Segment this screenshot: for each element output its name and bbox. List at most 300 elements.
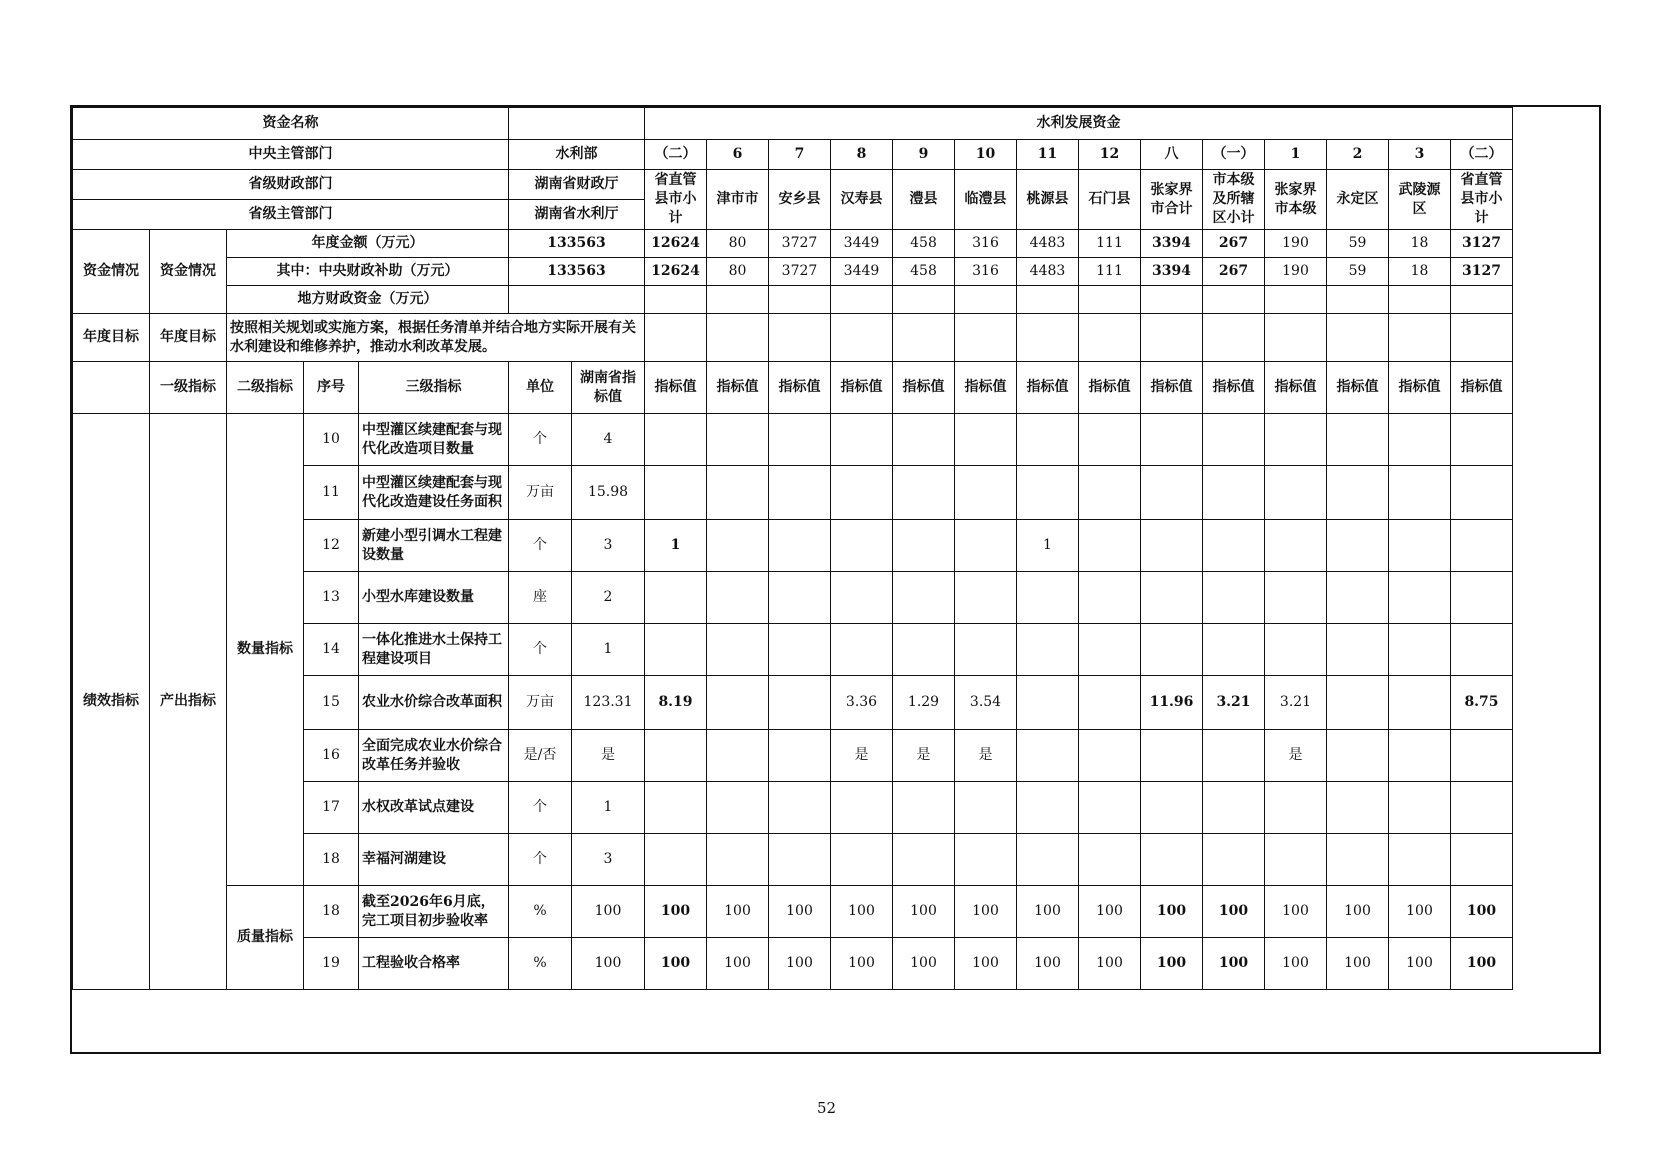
indicator-value-header: 指标值 <box>769 362 831 414</box>
indicator-value-cell: 100 <box>1141 938 1203 990</box>
indicator-value-cell: 100 <box>955 886 1017 938</box>
indicator-header-blank <box>73 362 150 414</box>
indicator-value-cell <box>1141 466 1203 520</box>
indicator-value-cell: 100 <box>769 886 831 938</box>
province-value-cell: 100 <box>572 886 645 938</box>
goal-region-cell <box>1203 314 1265 362</box>
annual-amount-cell: 3394 <box>1141 230 1203 258</box>
region-name-cell: 桃源县 <box>1017 170 1079 230</box>
region-no-cell: 8 <box>831 140 893 170</box>
quality-indicator-label: 质量指标 <box>227 886 304 990</box>
region-name-cell: 临澧县 <box>955 170 1017 230</box>
goal-region-cell <box>1141 314 1203 362</box>
unit-cell: 是/否 <box>509 730 572 782</box>
local-fund-cell <box>769 286 831 314</box>
region-no-cell: 9 <box>893 140 955 170</box>
indicator-value-cell <box>1265 782 1327 834</box>
level3-indicator-name: 小型水库建设数量 <box>359 572 509 624</box>
province-value-cell: 4 <box>572 414 645 466</box>
indicator-value-cell <box>645 834 707 886</box>
indicator-value-cell <box>1265 520 1327 572</box>
local-fund-cell <box>1079 286 1141 314</box>
indicator-value-cell: 1.29 <box>893 676 955 730</box>
unit-cell: 个 <box>509 624 572 676</box>
indicator-value-cell: 3.54 <box>955 676 1017 730</box>
region-no-cell: 八 <box>1141 140 1203 170</box>
indicator-value-cell <box>1389 520 1451 572</box>
region-name-cell: 安乡县 <box>769 170 831 230</box>
seq-cell: 18 <box>304 834 359 886</box>
indicator-value-header: 指标值 <box>1203 362 1265 414</box>
prov-dept: 湖南省水利厅 <box>509 200 645 230</box>
central-dept-row <box>73 140 1513 170</box>
indicator-value-cell: 是 <box>1265 730 1327 782</box>
annual-amount-cell: 59 <box>1327 230 1389 258</box>
seq-header: 序号 <box>304 362 359 414</box>
fund-name-blank <box>509 108 645 140</box>
region-no-cell: 2 <box>1327 140 1389 170</box>
indicator-value-cell: 100 <box>1265 886 1327 938</box>
indicator-value-cell <box>707 834 769 886</box>
annual-amount-cell: 18 <box>1389 230 1451 258</box>
region-name-cell: 汉寿县 <box>831 170 893 230</box>
indicator-value-cell <box>1079 834 1141 886</box>
goal-region-cell <box>1327 314 1389 362</box>
province-value-cell: 3 <box>572 834 645 886</box>
central-subsidy-total: 133563 <box>509 258 645 286</box>
indicator-value-cell <box>955 466 1017 520</box>
indicator-value-cell <box>831 782 893 834</box>
indicator-value-cell: 100 <box>893 886 955 938</box>
indicator-value-cell <box>955 572 1017 624</box>
indicator-value-cell <box>769 782 831 834</box>
indicator-value-cell <box>1203 834 1265 886</box>
annual-amount-cell: 190 <box>1265 230 1327 258</box>
indicator-value-cell <box>1327 676 1389 730</box>
indicator-value-cell: 11.96 <box>1141 676 1203 730</box>
unit-cell: % <box>509 938 572 990</box>
indicator-value-cell <box>1203 782 1265 834</box>
indicator-value-cell <box>769 624 831 676</box>
quantity-indicator-label: 数量指标 <box>227 414 304 886</box>
indicator-value-cell: 100 <box>1389 886 1451 938</box>
indicator-value-cell <box>1017 466 1079 520</box>
region-name-cell: 石门县 <box>1079 170 1141 230</box>
indicator-value-cell <box>1079 730 1141 782</box>
indicator-value-cell: 100 <box>769 938 831 990</box>
indicator-value-cell <box>1265 414 1327 466</box>
indicator-header-row <box>73 362 1513 414</box>
indicator-value-cell <box>1451 414 1513 466</box>
indicator-value-cell <box>1451 520 1513 572</box>
local-fund-cell <box>707 286 769 314</box>
indicator-value-cell <box>645 414 707 466</box>
local-fund-total <box>509 286 645 314</box>
seq-cell: 16 <box>304 730 359 782</box>
indicator-value-cell <box>1389 572 1451 624</box>
indicator-value-cell <box>707 414 769 466</box>
indicator-value-cell <box>1017 572 1079 624</box>
region-no-cell: 1 <box>1265 140 1327 170</box>
indicator-value-cell: 1 <box>645 520 707 572</box>
indicator-row <box>73 886 1513 938</box>
level3-indicator-name: 一体化推进水土保持工程建设项目 <box>359 624 509 676</box>
indicator-value-cell <box>893 414 955 466</box>
central-subsidy-cell: 80 <box>707 258 769 286</box>
indicator-value-cell <box>955 782 1017 834</box>
level3-indicator-name: 中型灌区续建配套与现代化改造建设任务面积 <box>359 466 509 520</box>
unit-cell: % <box>509 886 572 938</box>
annual-goal-sub-label: 年度目标 <box>150 314 227 362</box>
annual-amount-cell: 80 <box>707 230 769 258</box>
indicator-value-cell <box>1327 414 1389 466</box>
seq-cell: 17 <box>304 782 359 834</box>
indicator-value-cell <box>955 520 1017 572</box>
level3-indicator-name: 农业水价综合改革面积 <box>359 676 509 730</box>
region-name-cell: 澧县 <box>893 170 955 230</box>
indicator-value-cell <box>893 572 955 624</box>
province-value-cell: 15.98 <box>572 466 645 520</box>
indicator-value-header: 指标值 <box>1017 362 1079 414</box>
indicator-value-cell: 100 <box>831 938 893 990</box>
indicator-value-cell <box>645 624 707 676</box>
central-subsidy-cell: 18 <box>1389 258 1451 286</box>
indicator-value-cell <box>707 676 769 730</box>
indicator-value-cell <box>1327 782 1389 834</box>
indicator-value-cell: 100 <box>893 938 955 990</box>
indicator-value-header: 指标值 <box>1141 362 1203 414</box>
indicator-value-cell: 100 <box>1017 886 1079 938</box>
indicator-value-cell: 100 <box>645 886 707 938</box>
indicator-value-cell <box>1451 782 1513 834</box>
goal-region-cell <box>1017 314 1079 362</box>
output-indicator-label: 产出指标 <box>150 414 227 990</box>
indicator-value-cell <box>645 572 707 624</box>
indicator-value-cell <box>1451 466 1513 520</box>
province-value-header: 湖南省指标值 <box>572 362 645 414</box>
funding-sub-label: 资金情况 <box>150 230 227 314</box>
unit-cell: 个 <box>509 414 572 466</box>
indicator-value-cell <box>1079 676 1141 730</box>
indicator-value-cell <box>1203 466 1265 520</box>
annual-amount-cell: 3449 <box>831 230 893 258</box>
region-no-cell: 6 <box>707 140 769 170</box>
unit-cell: 座 <box>509 572 572 624</box>
goal-region-cell <box>1079 314 1141 362</box>
indicator-value-cell <box>769 414 831 466</box>
unit-cell: 个 <box>509 782 572 834</box>
indicator-value-cell <box>645 466 707 520</box>
indicator-value-cell <box>1451 834 1513 886</box>
indicator-value-header: 指标值 <box>1265 362 1327 414</box>
indicator-value-cell <box>1451 730 1513 782</box>
indicator-value-cell: 100 <box>1327 886 1389 938</box>
indicator-value-cell: 是 <box>893 730 955 782</box>
indicator-value-cell: 100 <box>1451 886 1513 938</box>
local-fund-cell <box>831 286 893 314</box>
indicator-value-cell <box>1017 730 1079 782</box>
indicator-value-header: 指标值 <box>1451 362 1513 414</box>
indicator-value-cell <box>1079 572 1141 624</box>
indicator-value-cell <box>1203 624 1265 676</box>
annual-goal-label: 年度目标 <box>73 314 150 362</box>
annual-amount-cell: 12624 <box>645 230 707 258</box>
indicator-value-cell <box>831 466 893 520</box>
indicator-value-cell <box>1141 624 1203 676</box>
indicator-value-cell <box>1203 572 1265 624</box>
annual-amount-cell: 3127 <box>1451 230 1513 258</box>
indicator-value-cell <box>1141 572 1203 624</box>
indicator-value-cell <box>1017 624 1079 676</box>
indicator-value-cell <box>769 834 831 886</box>
central-subsidy-cell: 4483 <box>1017 258 1079 286</box>
indicator-value-cell: 100 <box>1265 938 1327 990</box>
region-no-cell: 10 <box>955 140 1017 170</box>
indicator-value-cell <box>1265 624 1327 676</box>
indicator-value-cell <box>831 572 893 624</box>
indicator-value-cell: 3.21 <box>1203 676 1265 730</box>
annual-amount-cell: 3727 <box>769 230 831 258</box>
indicator-value-cell: 100 <box>1079 886 1141 938</box>
performance-target-table <box>72 107 1513 990</box>
indicator-value-cell: 3.21 <box>1265 676 1327 730</box>
region-name-cell: 市本级及所辖区小计 <box>1203 170 1265 230</box>
goal-region-cell <box>831 314 893 362</box>
region-no-cell: 3 <box>1389 140 1451 170</box>
seq-cell: 13 <box>304 572 359 624</box>
indicator-value-cell <box>955 834 1017 886</box>
central-subsidy-cell: 12624 <box>645 258 707 286</box>
region-name-cell: 武陵源区 <box>1389 170 1451 230</box>
local-fund-cell <box>1327 286 1389 314</box>
indicator-value-cell: 100 <box>707 938 769 990</box>
central-subsidy-label: 其中：中央财政补助（万元） <box>227 258 509 286</box>
indicator-value-cell <box>831 834 893 886</box>
performance-target-table-container <box>72 107 1513 990</box>
level2-indicator-header: 二级指标 <box>227 362 304 414</box>
indicator-value-cell <box>1265 572 1327 624</box>
level3-indicator-name: 水权改革试点建设 <box>359 782 509 834</box>
indicator-value-cell <box>893 834 955 886</box>
indicator-value-cell <box>707 730 769 782</box>
unit-header: 单位 <box>509 362 572 414</box>
indicator-value-cell <box>1327 624 1389 676</box>
unit-cell: 万亩 <box>509 676 572 730</box>
central-subsidy-cell: 3449 <box>831 258 893 286</box>
seq-cell: 18 <box>304 886 359 938</box>
indicator-value-cell: 100 <box>1079 938 1141 990</box>
local-fund-cell <box>1389 286 1451 314</box>
indicator-value-header: 指标值 <box>1327 362 1389 414</box>
indicator-value-header: 指标值 <box>707 362 769 414</box>
indicator-value-cell <box>893 782 955 834</box>
unit-cell: 万亩 <box>509 466 572 520</box>
indicator-value-cell <box>769 466 831 520</box>
indicator-value-cell <box>707 782 769 834</box>
prov-finance: 湖南省财政厅 <box>509 170 645 200</box>
indicator-value-cell: 100 <box>1389 938 1451 990</box>
annual-amount-cell: 267 <box>1203 230 1265 258</box>
indicator-value-cell: 100 <box>1017 938 1079 990</box>
indicator-value-cell <box>1079 520 1141 572</box>
local-fund-row <box>73 286 1513 314</box>
local-fund-cell <box>1451 286 1513 314</box>
indicator-value-cell <box>769 730 831 782</box>
annual-amount-cell: 316 <box>955 230 1017 258</box>
goal-region-cell <box>707 314 769 362</box>
annual-amount-row <box>73 230 1513 258</box>
indicator-value-cell <box>769 520 831 572</box>
level1-indicator-header: 一级指标 <box>150 362 227 414</box>
indicator-value-cell <box>1327 730 1389 782</box>
indicator-value-cell <box>831 414 893 466</box>
indicator-value-cell <box>769 572 831 624</box>
indicator-value-header: 指标值 <box>1079 362 1141 414</box>
province-value-cell: 100 <box>572 938 645 990</box>
indicator-value-cell <box>1141 520 1203 572</box>
local-fund-label: 地方财政资金（万元） <box>227 286 509 314</box>
indicator-value-cell <box>893 520 955 572</box>
central-subsidy-cell: 3394 <box>1141 258 1203 286</box>
indicator-value-cell <box>1203 730 1265 782</box>
indicator-value-cell: 100 <box>955 938 1017 990</box>
indicator-value-cell: 100 <box>1203 938 1265 990</box>
indicator-value-cell <box>1079 782 1141 834</box>
indicator-value-cell <box>1017 782 1079 834</box>
province-value-cell: 3 <box>572 520 645 572</box>
region-name-cell: 省直管县市小计 <box>645 170 707 230</box>
indicator-value-cell <box>1079 414 1141 466</box>
indicator-value-cell <box>707 572 769 624</box>
central-dept-label: 中央主管部门 <box>73 140 509 170</box>
indicator-value-cell <box>707 624 769 676</box>
page-number: 52 <box>816 1099 837 1117</box>
goal-region-cell <box>645 314 707 362</box>
indicator-value-cell <box>1203 414 1265 466</box>
indicator-value-cell <box>645 782 707 834</box>
indicator-value-cell <box>1327 520 1389 572</box>
indicator-value-cell <box>1017 676 1079 730</box>
level3-indicator-name: 工程验收合格率 <box>359 938 509 990</box>
region-name-cell: 省直管县市小计 <box>1451 170 1513 230</box>
local-fund-cell <box>645 286 707 314</box>
fund-name: 水利发展资金 <box>645 108 1513 140</box>
indicator-value-cell <box>1203 520 1265 572</box>
goal-region-cell <box>1389 314 1451 362</box>
funding-section-label: 资金情况 <box>73 230 150 314</box>
annual-goal-text: 按照相关规划或实施方案，根据任务清单并结合地方实际开展有关水利建设和维修养护，推动水利改革发展。 <box>227 314 645 362</box>
indicator-value-cell <box>1389 730 1451 782</box>
indicator-value-header: 指标值 <box>1389 362 1451 414</box>
annual-amount-cell: 111 <box>1079 230 1141 258</box>
unit-cell: 个 <box>509 834 572 886</box>
prov-finance-row <box>73 170 1513 200</box>
table-body <box>73 108 1513 990</box>
region-name-cell: 张家界市合计 <box>1141 170 1203 230</box>
local-fund-cell <box>1141 286 1203 314</box>
level3-indicator-header: 三级指标 <box>359 362 509 414</box>
province-value-cell: 2 <box>572 572 645 624</box>
province-value-cell: 1 <box>572 782 645 834</box>
region-no-cell: 11 <box>1017 140 1079 170</box>
province-value-cell: 1 <box>572 624 645 676</box>
indicator-value-cell: 100 <box>1141 886 1203 938</box>
local-fund-cell <box>1203 286 1265 314</box>
indicator-value-cell <box>831 520 893 572</box>
indicator-value-cell <box>645 730 707 782</box>
goal-region-cell <box>1451 314 1513 362</box>
unit-cell: 个 <box>509 520 572 572</box>
central-subsidy-cell: 59 <box>1327 258 1389 286</box>
region-name-cell: 永定区 <box>1327 170 1389 230</box>
indicator-value-cell <box>1389 414 1451 466</box>
indicator-value-cell: 100 <box>831 886 893 938</box>
indicator-value-cell <box>1389 466 1451 520</box>
central-subsidy-cell: 267 <box>1203 258 1265 286</box>
indicator-value-cell: 100 <box>1327 938 1389 990</box>
indicator-value-cell: 是 <box>831 730 893 782</box>
goal-region-cell <box>1265 314 1327 362</box>
indicator-value-cell <box>1327 572 1389 624</box>
level3-indicator-name: 中型灌区续建配套与现代化改造项目数量 <box>359 414 509 466</box>
seq-cell: 11 <box>304 466 359 520</box>
indicator-value-cell <box>831 624 893 676</box>
local-fund-cell <box>1265 286 1327 314</box>
central-subsidy-cell: 3127 <box>1451 258 1513 286</box>
indicator-value-cell: 3.36 <box>831 676 893 730</box>
level3-indicator-name: 新建小型引调水工程建设数量 <box>359 520 509 572</box>
indicator-value-header: 指标值 <box>831 362 893 414</box>
central-subsidy-cell: 190 <box>1265 258 1327 286</box>
seq-cell: 15 <box>304 676 359 730</box>
indicator-value-cell <box>707 466 769 520</box>
indicator-value-cell <box>893 466 955 520</box>
annual-amount-total: 133563 <box>509 230 645 258</box>
indicator-value-cell <box>1327 834 1389 886</box>
indicator-value-cell <box>1141 730 1203 782</box>
region-no-cell: （二） <box>645 140 707 170</box>
fund-name-row <box>73 108 1513 140</box>
indicator-value-cell <box>1079 624 1141 676</box>
indicator-value-cell: 100 <box>707 886 769 938</box>
annual-amount-cell: 4483 <box>1017 230 1079 258</box>
annual-amount-label: 年度金额（万元） <box>227 230 509 258</box>
local-fund-cell <box>893 286 955 314</box>
annual-amount-cell: 458 <box>893 230 955 258</box>
region-no-cell: 7 <box>769 140 831 170</box>
indicator-value-cell: 1 <box>1017 520 1079 572</box>
seq-cell: 14 <box>304 624 359 676</box>
indicator-value-header: 指标值 <box>893 362 955 414</box>
goal-region-cell <box>769 314 831 362</box>
indicator-value-cell <box>1141 414 1203 466</box>
central-subsidy-cell: 316 <box>955 258 1017 286</box>
indicator-value-cell: 8.75 <box>1451 676 1513 730</box>
region-no-cell: 12 <box>1079 140 1141 170</box>
seq-cell: 19 <box>304 938 359 990</box>
indicator-value-cell <box>1389 782 1451 834</box>
goal-region-cell <box>893 314 955 362</box>
local-fund-cell <box>955 286 1017 314</box>
local-fund-cell <box>1017 286 1079 314</box>
central-dept: 水利部 <box>509 140 645 170</box>
indicator-value-cell <box>1141 834 1203 886</box>
indicator-value-cell: 是 <box>955 730 1017 782</box>
prov-dept-label: 省级主管部门 <box>73 200 509 230</box>
indicator-value-cell <box>1389 676 1451 730</box>
goal-region-cell <box>955 314 1017 362</box>
indicator-value-cell <box>1017 834 1079 886</box>
